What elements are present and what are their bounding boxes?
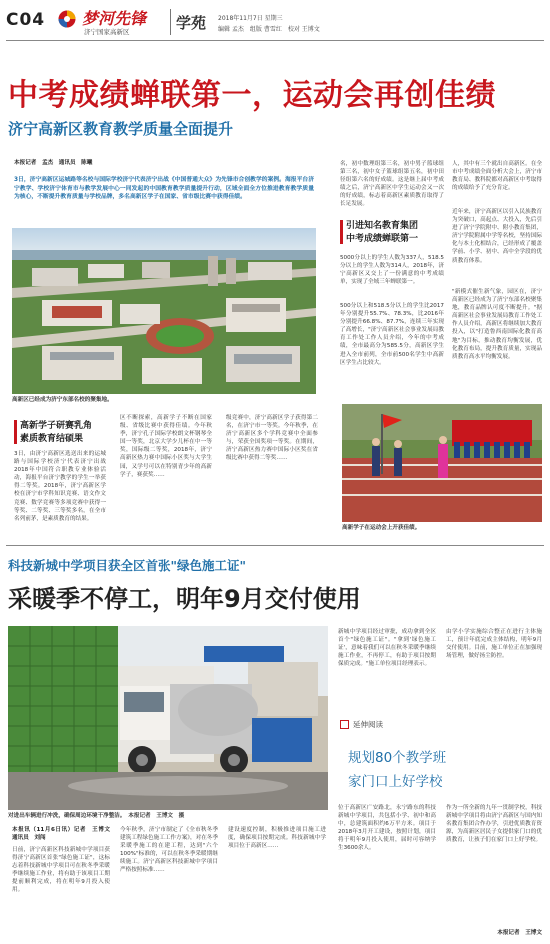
story2-column-2: 今年秋季，济宁市制定了《全市秋冬季建筑工程绿色施工工作方案》，对在冬季采暖季施工的在建工程，达到"六个100%"标准的，可以在秋冬季采暖期继续施工。济宁高新区科技新城中学项目严格按照标准…… — [120, 827, 218, 874]
story2-column-1: 日前，济宁高新区科技新城中学项目获得济宁高新区首张"绿色施工证"，这标志着科技新城中学项目可在秋冬季采暖季继续施工作业，将有助于该项目工期提前顺利完成，将在明年9月投入使用。 — [12, 847, 110, 894]
sports-photo-caption: 高新学子在运动会上开获佳绩。 — [342, 525, 421, 531]
story2-title: 采暖季不停工，明年9月交付使用 — [8, 585, 361, 613]
story2-column-4: 新城中学项目经过审批，成功拿到全区首个"绿色施工证"。"拿到'绿色施工证'，意味着我们可以在秋冬采暖季继续施工作业，不再停工，有助于项目按期保质完成。"施工单位项目经理表示。 — [338, 629, 436, 668]
sports-meeting-photo — [342, 404, 542, 522]
story1-subtitle: 济宁高新区教育教学质量全面提升 — [8, 120, 234, 138]
extended-reading-column-2: 作为一所全新的九年一贯制学校，科技新城中学项目将由济宁高新区与国内知名教育集团合作办学，引进优质教育资源，为高新区居民子女提供家门口的优质教育，让孩子们在家门口上好学校。 — [446, 805, 542, 844]
story1-column-3: 级竞赛中，济宁高新区学子获得第二名，在济宁市一等奖。今年秋季，在济宁高新区多个学科竞赛中全面参与，荣获全国奖项一等奖。在期间，济宁高新区热力赛中国际小区奖在省级比赛中获得二等奖…… — [226, 415, 318, 462]
extended-reading-title-line1: 规划80个教学班 — [348, 750, 447, 766]
section-title: 学苑 — [176, 14, 207, 32]
box-heading-competitions — [14, 418, 104, 446]
story2-byline: 本报讯（11月6日讯）记者 王博文 通讯员 刘闯 — [12, 827, 116, 842]
campus-aerial-photo — [12, 228, 316, 394]
masthead-divider — [170, 9, 171, 35]
extended-reading-end-byline: 本报记者 王博文 — [497, 930, 542, 936]
masthead-rule — [6, 40, 544, 41]
logo-subtitle: 济宁国家高新区 — [84, 28, 130, 36]
editors-line: 编辑 孟杰 组版 曹雪红 校对 王博文 — [218, 26, 320, 33]
story1-column-5: 人，其中有三个就出自高新区。在全市中考成绩全面分析大会上，济宁市教育局、教科院都对高新区中考取得的成绩给予了充分肯定。 — [452, 161, 542, 192]
box-heading-bar — [14, 420, 17, 444]
story1-separator — [6, 545, 544, 546]
story2-kicker: 科技新城中学项目获全区首张"绿色施工证" — [8, 558, 247, 573]
story1-column-5c: "新模式催生新气象，园区在，济宁高新区已经成为了济宁东部名校聚集地，教育品牌认可度不断提升。"据高新区社会事业发展局教育工作处工作人员介绍，高新区将继续加大教育投入，以"打造鲁西南国际化教育高地"为目标，推动教育均衡发展，优化教育布局，提升教育质量，实现品质教育高水平均衡发展。 — [452, 289, 542, 360]
story2-column-3: 建设速度控制，积极推进项目施工进度，确保项目按期完成。科技新城中学项目位于高新区…… — [228, 827, 326, 850]
story1-column-1: 3日，由济宁高新区选送出来的运城路与国际学校济宁代表济宁出战2018年中国符合职教专业体验活动，海报平台济宁教学的学生一举获得二等奖。2018年，济宁高新区学校在济宁市学科知识竞赛、语文作文竞赛、数学竞赛等多项竞赛中获得一等奖、二等奖、三等奖多名，在全市名列前茅，是素质教育的结果。 — [14, 451, 106, 522]
construction-site-photo — [8, 626, 328, 810]
logo-text: 梦河先锋 — [82, 9, 147, 28]
campus-photo-caption: 高新区已经成为济宁东部名校的聚集地。 — [12, 397, 113, 403]
story1-column-4: 名，初中数理组第三名，初中男子篮球组第三名，初中女子篮球组第五名，初中田径组第六名的好成绩。这是继上届中考成绩之后，济宁高新区中学生运动会又一次的好成绩，标志着高新区素质教育取得了长足发展。 — [340, 161, 444, 208]
box-heading-competitions-line1: 高新学子研赛乳角 — [20, 421, 93, 431]
box-heading-competitions-line2: 素质教育结硕果 — [20, 434, 84, 444]
story1-title: 中考成绩蝉联第一，运动会再创佳绩 — [8, 78, 496, 113]
story1-lead: 3日，济宁高新区运城路等名校与国际学校济宁代表济宁出战《中国普通大众》为先锋市合创教学的案例。海报平台济宁教学、学校济宁体育市与教学发展中心一同发起的中国教育教学质量提升行动，区域全面全方位推进教育教学质量为核心，不断提升教育质量与学校品牌，多名高新区学子在国家、省市级比赛中获得佳绩。 — [14, 177, 314, 201]
date-line: 2018年11月7日 星期三 — [218, 15, 283, 22]
box-heading-education-group — [340, 218, 444, 246]
story1-column-5b: 近年来，济宁高新区以引入民族教育为突破口，高起点、大投入，先后引进了济宁学院附中、附小教育集团，济宁学院附属中学等名校，坚持国际化与本土化相结合，已经形成了覆盖学前、小学、初中、高中全学段的优质教育体系。 — [452, 209, 542, 264]
box-heading-bar — [340, 220, 343, 244]
page-number: C04 — [6, 10, 46, 30]
story1-byline: 本报记者 孟杰 通讯员 陈曦 — [14, 160, 93, 166]
box-heading-education-group-line2: 中考成绩蝉联第一 — [346, 234, 419, 244]
box-heading-education-group-line1: 引进知名教育集团 — [346, 221, 419, 231]
story1-column-4c: 500分以上和518.5分以上的学生比2017年分别提升55.7%、78.3%，比2016年分别提升66.8%、87.7%，连续三年实现了高增长，"济宁高新区社会事业发展局教育工作处工作人员介绍，今年的中考成绩，全市最高分为585.5分，高新区学生进入全市前列，全市前500名学生中高新区学生占比较大。 — [340, 303, 444, 366]
logo-icon — [58, 10, 76, 28]
extended-reading-column-1: 位于高新区广安路北，永宁路东的科技新城中学项目，共包括小学、初中和高中，总建筑面积约6万平方米。项目于2018年3月开工建设，按照计划，项目将于明年9月投入使用，届时可容纳学生3600余人。 — [338, 805, 436, 852]
construction-photo-caption: 对进出车辆进行冲洗，确保周边环境干净整洁。 本报记者 王博文 摄 — [8, 813, 185, 819]
story1-column-4b: 5000分以上的学生人数为337人，518.5分以上的学生人数为314人，2018年，济宁高新区又交上了一份满意的中考成绩单，实现了全域三年蝉联第一。 — [340, 255, 444, 286]
extended-reading-icon — [340, 720, 349, 729]
story1-column-2: 区不断探索，高新学子不断在国家级、省级比赛中获得佳绩。今年秋季，济宁孔子国际学校朗文杯钢琴全国一等奖，北京大学少儿杯在中一等奖，国际级二等奖，2018年，济宁高新区热力赛中国际小区奖与大学生园，又学号可以在特别青少年的高新学子，赛获奖…… — [120, 415, 212, 478]
extended-reading-title-line2: 家门口上好学校 — [348, 774, 443, 790]
extended-reading-label: 延伸阅读 — [353, 720, 383, 729]
story2-column-5: 由学小学实施综合整正在进行主体施工，预计年底完成主体结构，明年9月交付使用。目前，施工单位正在加强现场管理，做好扬尘防控。 — [446, 629, 542, 660]
extended-reading-tag — [340, 718, 540, 732]
masthead — [0, 0, 550, 42]
